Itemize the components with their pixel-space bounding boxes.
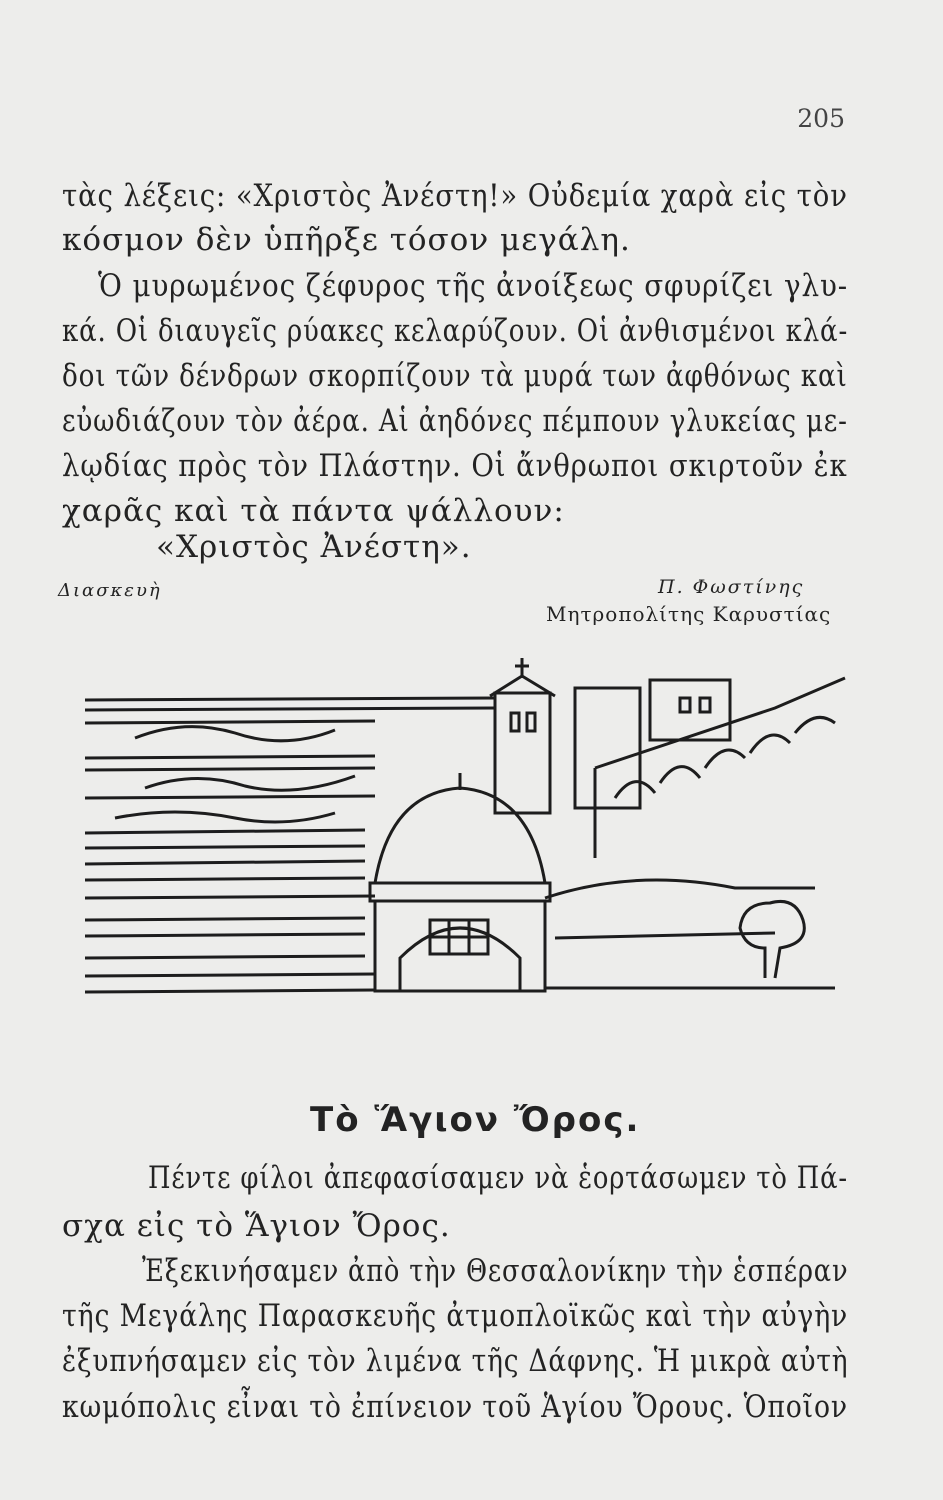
text-line: «Χριστὸς Ἀνέστη». [156,529,472,565]
text-line: τῆς Μεγάλης Παρασκευῆς ἀτμοπλοϊκῶς καὶ τὴν αὐγὴν [62,1298,849,1334]
text-line: Πέντε φίλοι ἀπεφασίσαμεν νὰ ἑορτάσωμεν τὸ Πά- [148,1160,848,1196]
text-line: δοι τῶν δένδρων σκορπίζουν τὰ μυρά των ἀφθόνως καὶ [62,358,848,394]
text-line: ἐξυπνήσαμεν εἰς τὸν λιμένα τῆς Δάφνης. Ἡ μικρὰ αὐτὴ [62,1343,849,1379]
text-line: Ἐξεκινήσαμεν ἀπὸ τὴν Θεσσαλονίκην τὴν ἑσπέραν [142,1253,849,1289]
text-line: λῳδίας πρὸς τὸν Πλάστην. Οἱ ἄνθρωποι σκιρτοῦν ἐκ [62,448,848,484]
text-line: σχα εἰς τὸ Ἅγιον Ὄρος. [62,1208,451,1244]
text-line: τὰς λέξεις: «Χριστὸς Ἀνέστη!» Οὐδεμία χαρὰ εἰς τὸν [62,178,848,214]
text-line: Ὁ μυρωμένος ζέφυρος τῆς ἀνοίξεως σφυρίζει γλυ- [98,268,849,304]
text-line: χαρᾶς καὶ τὰ πάντα ψάλλουν: [62,493,565,529]
text-line: εὐωδιάζουν τὸν ἀέρα. Αἱ ἀηδόνες πέμπουν γλυκείας με- [62,403,848,439]
text-line: κόσμον δὲν ὑπῆρξε τόσον μεγάλη. [62,222,631,258]
text-line: κωμόπολις εἶναι τὸ ἐπίνειον τοῦ Ἁγίου Ὄρους. Ὁποῖον [62,1389,848,1425]
adaptation-note: Διασκευὴ [58,580,162,601]
author-title: Μητροπολίτης Καρυστίας [546,602,832,626]
page-number: 205 [797,104,845,133]
illustration-caption: Τὸ Ἅγιον Ὄρος. [310,1100,641,1140]
author-name: Π. Φωστίνης [658,576,805,598]
mount-athos-illustration [75,658,850,1076]
text-line: κά. Οἱ διαυγεῖς ρύακες κελαρύζουν. Οἱ ἀνθισμένοι κλά- [62,313,849,349]
